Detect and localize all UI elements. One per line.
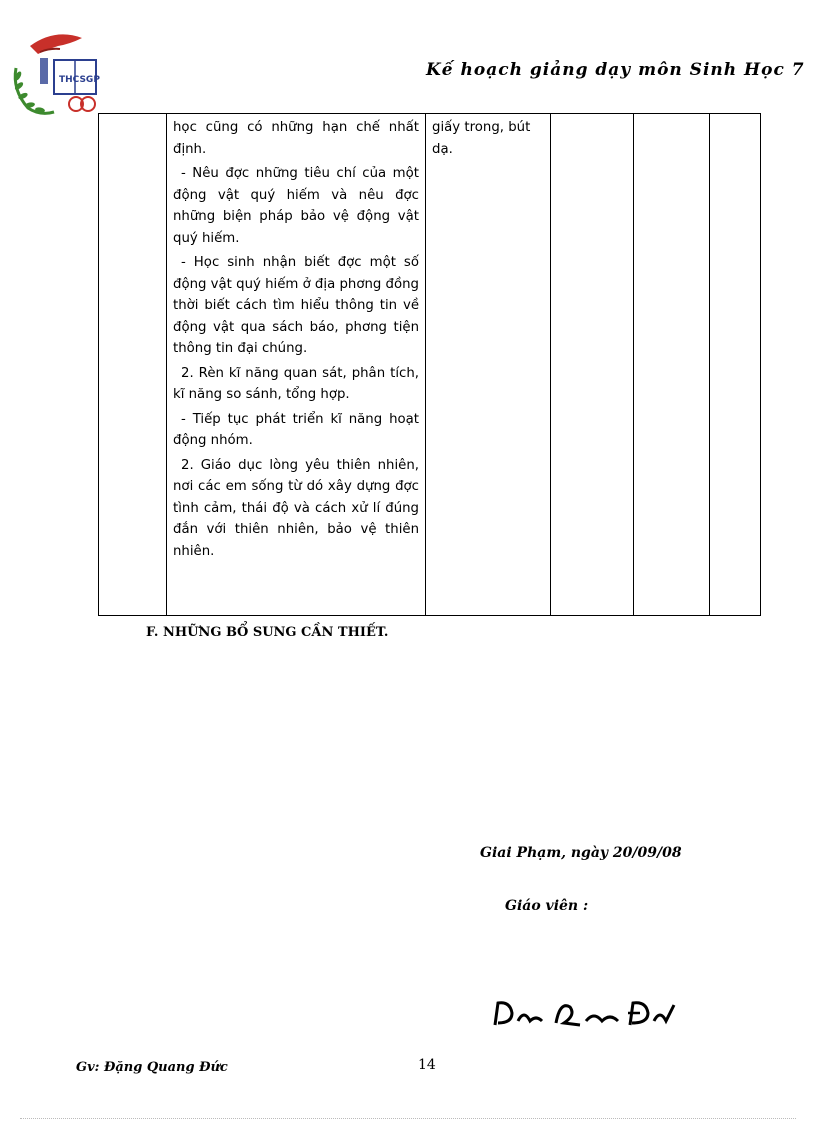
signature — [490, 995, 690, 1027]
objective-paragraph: 2. Rèn kĩ năng quan sát, phân tích, kĩ năng so sánh, tổng hợp. — [173, 365, 419, 402]
section-heading: F. NHỮNG BỔ SUNG CẦN THIẾT. — [146, 625, 389, 640]
footer-divider — [20, 1118, 796, 1119]
table-cell-empty — [99, 114, 167, 616]
objective-paragraph: 2. Giáo dục lòng yêu thiên nhiên, nơi các em sống từ dó xây dựng đợc tình cảm, thái độ và cách xử lí đúng đắn với thiên nhiên, bảo vệ thiên nhiên. — [173, 457, 419, 559]
lesson-plan-table — [98, 113, 761, 616]
objective-paragraph: - Nêu đợc những tiêu chí của một động vật quý hiếm và nêu đợc những biện pháp bảo vệ động vật quý hiếm. — [173, 166, 419, 246]
table-cell-materials — [426, 114, 551, 616]
table-cell-empty — [710, 114, 761, 616]
table-cell-empty — [634, 114, 710, 616]
table-cell-objectives — [167, 114, 426, 616]
teacher-label: Giáo viên : — [505, 898, 589, 914]
objectives-list — [167, 114, 425, 562]
logo-text: THCSGP — [59, 75, 100, 85]
footer-author: Gv: Đặng Quang Đức — [76, 1060, 228, 1075]
school-logo-icon — [10, 28, 110, 118]
page-number: 14 — [418, 1057, 436, 1073]
materials-text: giấy trong, bút dạ. — [432, 120, 531, 157]
header-title: Kế hoạch giảng dạy môn Sinh Học 7 — [426, 60, 805, 80]
objective-paragraph: - Học sinh nhận biết đợc một số động vật quý hiếm ở địa phơng đồng thời biết cách tìm hiểu thông tin về động vật qua sách báo, phơng tiện thông tin đại chúng. — [173, 255, 419, 356]
table-cell-empty — [551, 114, 634, 616]
objective-paragraph: học cũng có những hạn chế nhất định. — [173, 120, 419, 157]
table-row — [99, 114, 761, 616]
place-date: Giai Phạm, ngày 20/09/08 — [480, 845, 682, 861]
objective-paragraph: - Tiếp tục phát triển kĩ năng hoạt động nhóm. — [173, 411, 419, 448]
